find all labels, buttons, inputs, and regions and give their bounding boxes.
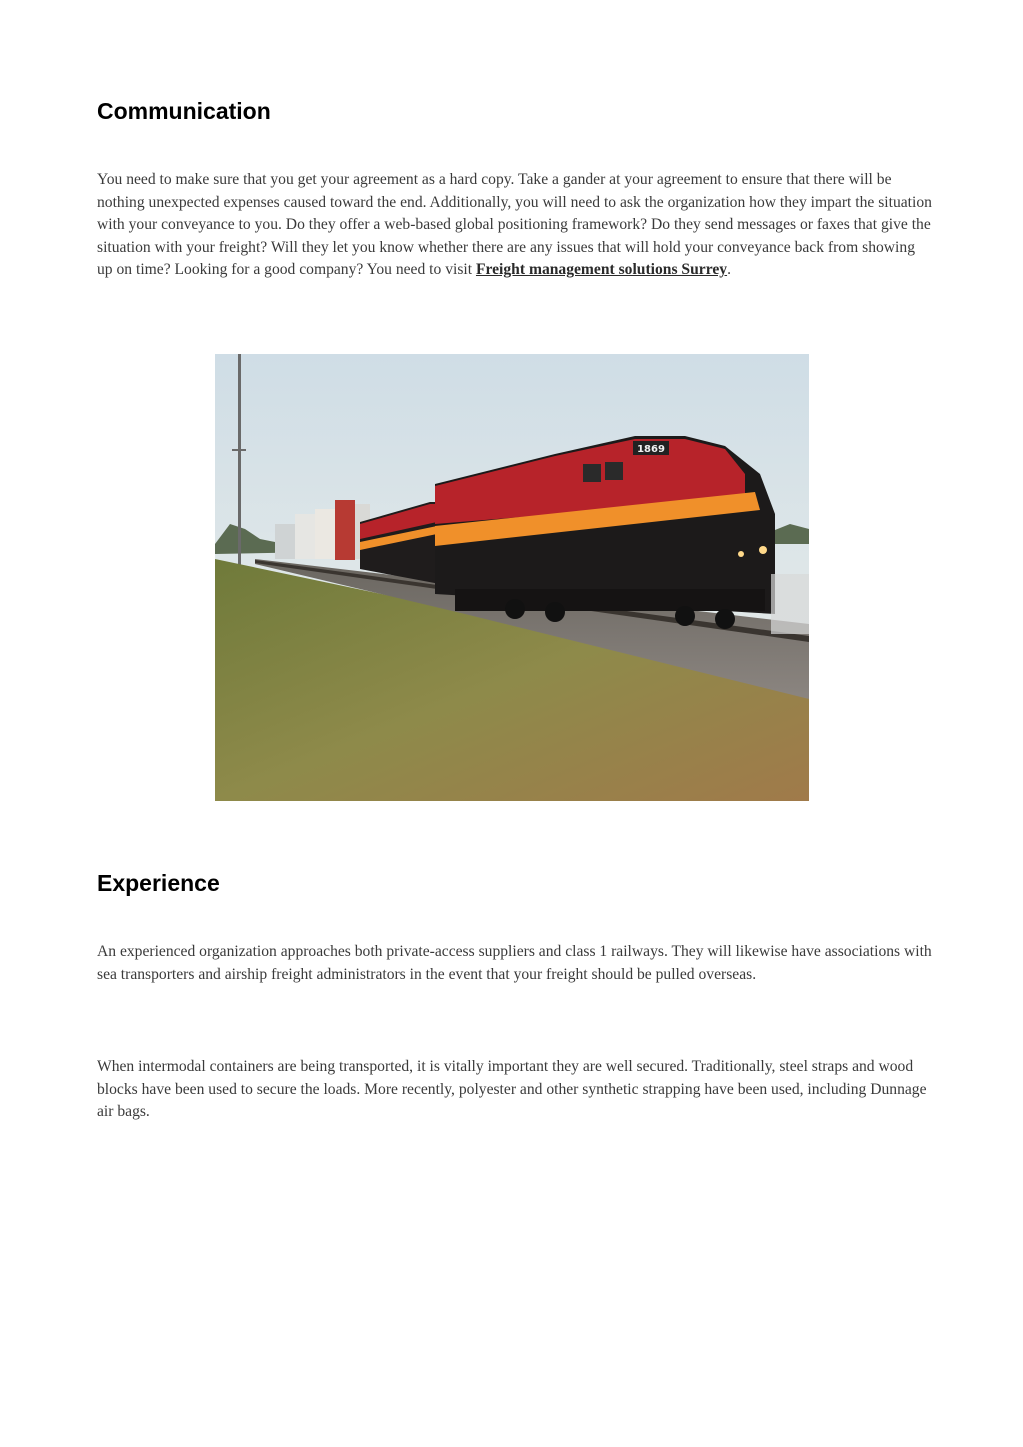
trucks: [455, 589, 765, 611]
section-heading-experience: Experience: [97, 870, 220, 896]
container-1: [275, 524, 295, 559]
communication-trailing-period: .: [727, 261, 731, 279]
freight-management-link[interactable]: Freight management solutions Surrey: [475, 261, 728, 279]
communication-body-text: You need to make sure that you get your agreement as a hard copy. Take a gander at your agreement to ensure that there will be nothing unexpected expenses caused toward the end. Additionally, you will need to ask the organization how they impart the situation with your conveyance to you. Do they offer a web-based global positioning framework? Do they send messages or faxes that give the situation with your freight? Will they let you know whether there are any issues that will hold your conveyance back from showing up on time? Looking for a good company? You need to visit: [97, 171, 932, 279]
section-heading-communication: Communication: [97, 98, 271, 124]
experience-paragraph-2: When intermodal containers are being transported, it is vitally important they are well secured. Traditionally, steel straps and wood blocks have been used to secure the loads. More recently, polyester and other synthetic strapping have been used, including Dunnage air bags.: [97, 1058, 927, 1121]
headlight-right: [738, 551, 744, 557]
experience-paragraph-1: An experienced organization approaches both private-access suppliers and class 1 railways. They will likewise have associations with sea transporters and airship freight administrators in the event that your freight should be pulled overseas.: [97, 943, 932, 983]
utility-pole: [238, 354, 241, 599]
locomotive-number: 1869: [637, 444, 665, 455]
communication-paragraph: [97, 169, 932, 282]
headlight-left: [759, 546, 767, 554]
train-photo: [215, 354, 809, 801]
